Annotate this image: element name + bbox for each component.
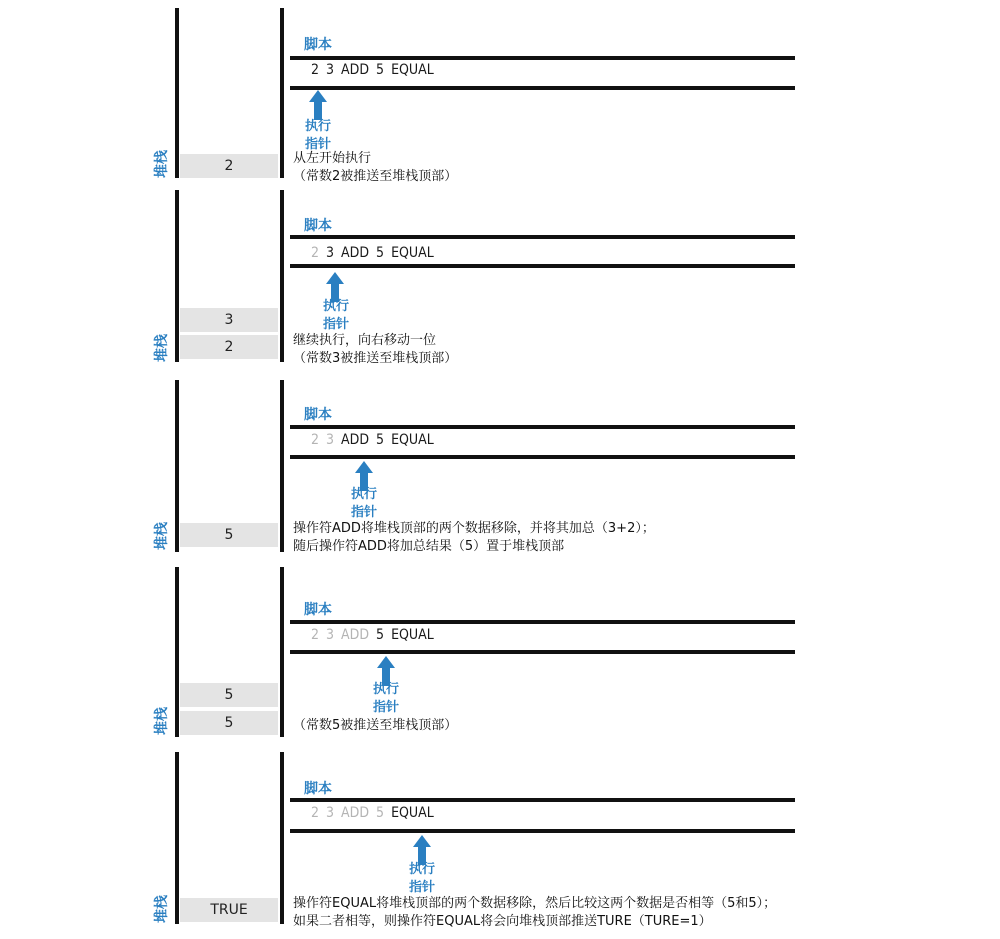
pointer-label-line2: 指针 [350,505,377,520]
script-token: 2 [311,432,320,448]
stack-right-wall [280,380,284,552]
stack-right-wall [280,752,284,924]
pointer-label-line2: 指针 [304,137,331,152]
arrow-up-icon [308,90,328,120]
stack-label: 堆栈 [154,334,170,362]
stack-cell: 2 [180,335,278,359]
execution-pointer-label [366,681,406,717]
script-tokens [311,62,441,78]
description-line: 操作符ADD将堆栈顶部的两个数据移除，并将其加总（3+2）； [293,521,655,536]
script-token: 5 [376,245,385,261]
script-bottom-rule [290,650,795,654]
script-title: 脚本 [304,407,332,423]
stack-cell: TRUE [180,898,278,922]
script-token: 5 [376,805,385,821]
stack-cell: 3 [180,308,278,332]
script-token: 2 [311,627,320,643]
script-token: EQUAL [391,627,434,643]
pointer-label-line1: 执行 [322,299,349,314]
script-token: 3 [326,62,335,78]
script-tokens [311,432,441,448]
script-token: 5 [376,432,385,448]
execution-pointer-label [344,486,384,522]
execution-pointer-label [402,861,442,897]
script-token: 2 [311,245,320,261]
script-token: EQUAL [391,805,434,821]
step-panel-2 [0,185,1000,375]
script-top-rule [290,56,795,60]
pointer-label-line2: 指针 [322,317,349,332]
step-panel-4 [0,565,1000,745]
stack-cell: 5 [180,523,278,547]
script-bottom-rule [290,455,795,459]
script-token: 2 [311,62,320,78]
pointer-label-line1: 执行 [372,682,399,697]
script-top-rule [290,798,795,802]
script-tokens [311,245,441,261]
script-token: 3 [326,627,335,643]
script-top-rule [290,425,795,429]
script-token: 3 [326,245,335,261]
pointer-label-line1: 执行 [350,487,377,502]
stack-left-wall [175,380,179,552]
script-token: 2 [311,805,320,821]
pointer-label-line1: 执行 [408,862,435,877]
script-token: ADD [341,245,370,261]
script-bottom-rule [290,264,795,268]
script-title: 脚本 [304,37,332,53]
script-token: 5 [376,627,385,643]
stack-right-wall [280,567,284,737]
step-description [293,895,776,931]
script-tokens [311,627,441,643]
pointer-label-line1: 执行 [304,119,331,134]
script-token: EQUAL [391,245,434,261]
script-token: ADD [341,627,370,643]
pointer-label-line2: 指针 [372,700,399,715]
description-line: 随后操作符ADD将加总结果（5）置于堆栈顶部 [293,539,565,554]
script-title: 脚本 [304,602,332,618]
script-tokens [311,805,441,821]
script-token: ADD [341,62,370,78]
step-panel-5 [0,745,1000,939]
script-token: 5 [376,62,385,78]
step-description [293,150,457,186]
description-line: （常数2被推送至堆栈顶部） [293,169,458,184]
description-line: 继续执行，向右移动一位 [293,333,437,348]
stack-cell: 5 [180,711,278,735]
stack-left-wall [175,567,179,737]
script-bottom-rule [290,829,795,833]
stack-left-wall [175,190,179,362]
execution-pointer-label [298,118,338,154]
script-token: EQUAL [391,62,434,78]
script-title: 脚本 [304,781,332,797]
stack-right-wall [280,190,284,362]
script-bottom-rule [290,86,795,90]
script-token: 3 [326,805,335,821]
stack-label: 堆栈 [154,707,170,735]
script-token: ADD [341,805,370,821]
stack-left-wall [175,8,179,178]
description-line: 操作符EQUAL将堆栈顶部的两个数据移除，然后比较这两个数据是否相等（5和5）； [293,896,777,911]
step-panel-1 [0,0,1000,185]
step-description [293,520,655,556]
stack-cell: 5 [180,683,278,707]
description-line: （常数5被推送至堆栈顶部） [293,718,458,733]
pointer-label-line2: 指针 [408,880,435,895]
description-line: （常数3被推送至堆栈顶部） [293,351,458,366]
script-top-rule [290,235,795,239]
stack-label: 堆栈 [154,522,170,550]
description-line: 从左开始执行 [293,151,372,166]
step-description [293,717,457,735]
execution-pointer-label [316,298,356,334]
stack-right-wall [280,8,284,178]
script-top-rule [290,620,795,624]
step-panel-3 [0,375,1000,565]
script-token: EQUAL [391,432,434,448]
script-token: ADD [341,432,370,448]
description-line: 如果二者相等，则操作符EQUAL将会向堆栈顶部推送TURE（TURE=1） [293,914,712,929]
script-token: 3 [326,432,335,448]
stack-cell: 2 [180,154,278,178]
script-title: 脚本 [304,218,332,234]
stack-label: 堆栈 [154,895,170,923]
step-description [293,332,457,368]
stack-left-wall [175,752,179,924]
stack-label: 堆栈 [154,150,170,178]
